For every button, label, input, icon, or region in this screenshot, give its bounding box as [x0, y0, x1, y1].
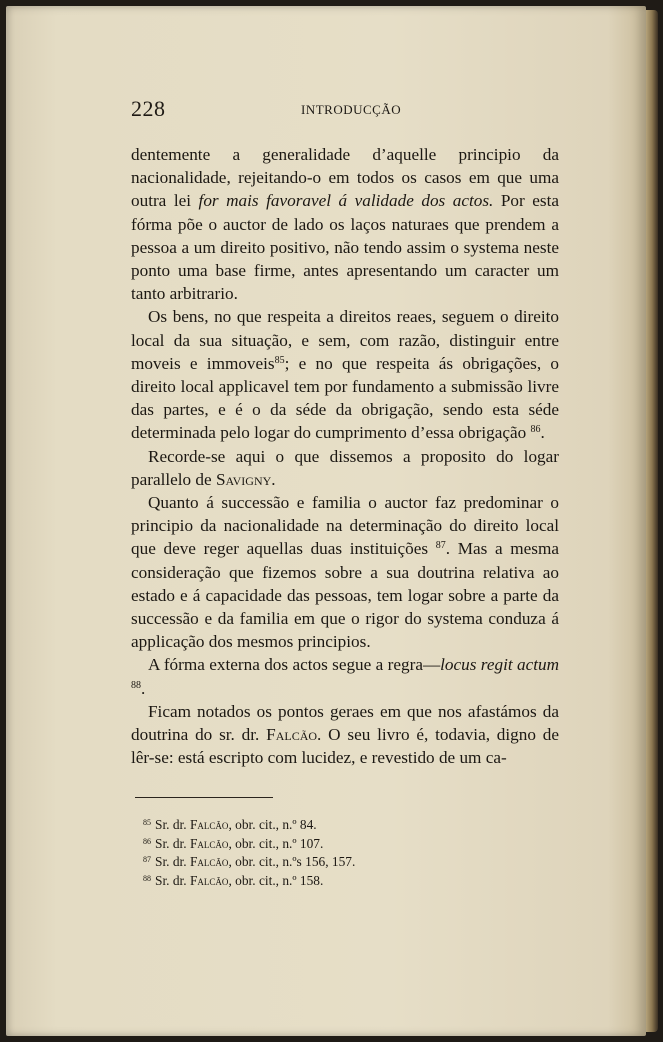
footnote: [143, 816, 443, 835]
author-name: Falcão: [189, 817, 229, 832]
author-name: Falcão: [189, 872, 229, 888]
footnote: [143, 872, 443, 891]
footnote-prefix: Sr. dr.: [155, 835, 190, 851]
text-run: . Mas a mesma consideração que fizemos sobre a sua doutrina relativa ao estado e á capacidade das pessoas, tem logar sobre a parte da successão e da familia em que o rigor do systema conduza á applicação dos mesmos principios.: [131, 539, 559, 652]
body-text: [131, 143, 559, 769]
text-run: for mais favoravel á validade dos actos.: [198, 191, 494, 211]
paragraph: [131, 700, 559, 770]
text-run: .: [271, 469, 276, 489]
running-title: INTRODUCÇÃO: [301, 102, 402, 117]
paragraph: [131, 653, 559, 699]
footnote-prefix: Sr. dr.: [155, 854, 190, 870]
footnote-citation: , obr. cit., n.º 107.: [228, 835, 324, 851]
author-name: Falcão: [189, 835, 229, 851]
footnote-rule: [135, 797, 273, 798]
footnote-number: 85: [143, 818, 151, 827]
author-name: Savigny: [215, 469, 272, 489]
text-run: . O seu livro é, todavia, digno de lêr-se: está escripto com lucidez, e revestido de um ca-: [131, 725, 559, 768]
footnote-number: 86: [143, 836, 151, 846]
text-run: Recorde-se aqui o que dissemos a proposito do logar parallelo de: [131, 446, 559, 489]
footnote: [143, 835, 443, 854]
author-name: Falcão: [266, 725, 318, 745]
page-number: 228: [131, 96, 166, 121]
page-header: [131, 96, 559, 122]
text-run: .: [540, 423, 545, 443]
footnote-prefix: Sr. dr.: [155, 817, 190, 832]
footnote-ref: 86: [530, 424, 541, 436]
text-run: A fórma externa dos actos segue a regra—: [148, 655, 441, 675]
text-run: Ficam notados os pontos geraes em que nos afastámos da doutrina do sr. dr.: [131, 701, 559, 745]
text-run: .: [141, 678, 146, 698]
footnote-prefix: Sr. dr.: [155, 872, 190, 888]
footnote-citation: , obr. cit., n.º 84.: [228, 817, 317, 832]
footnote-citation: , obr. cit., n.º 158.: [228, 872, 324, 888]
text-run: dentemente a generalidade d’aquelle principio da nacionalidade, rejeitando-o em todos os casos em que uma outra lei: [131, 145, 559, 211]
text-run: ; e no que respeita ás obrigações, o direito local applicavel tem por fundamento a submissão livre das partes, e é o da séde da obrigação, sendo esta séde determinada pelo logar do cumprimento d’essa obrigação: [131, 353, 559, 443]
footnote-ref: 85: [274, 354, 285, 366]
paragraph: [131, 445, 559, 491]
author-name: Falcão: [189, 854, 229, 870]
page-edge: [646, 10, 658, 1032]
text-run: Quanto á successão e familia o auctor faz predominar o principio da nacionalidade na determinação do direito local que deve reger aquellas duas instituições: [131, 493, 559, 559]
text-run: Por esta fórma põe o auctor de lado os laços naturaes que prendem a pessoa a um direito positivo, não tendo assim o systema neste ponto uma base firme, antes apresentando um caracter um tanto arbitrario.: [131, 191, 559, 304]
footnote-citation: , obr. cit., n.ºs 156, 157.: [228, 854, 356, 870]
text-run: Os bens, no que respeita a direitos reaes, seguem o direito local da sua situação, e sem, com razão, distinguir entre moveis e immoveis: [131, 307, 559, 373]
text-run: locus regit actum: [440, 655, 559, 675]
footnote-ref: 87: [435, 540, 446, 552]
footnote-number: 88: [143, 873, 151, 883]
paragraph: [131, 491, 559, 653]
footnote-number: 87: [143, 855, 151, 865]
footnote-ref: 88: [131, 679, 141, 691]
paragraph: [131, 143, 559, 305]
paragraph: [131, 305, 559, 444]
footnote: [143, 853, 443, 872]
footnotes: [143, 816, 443, 890]
